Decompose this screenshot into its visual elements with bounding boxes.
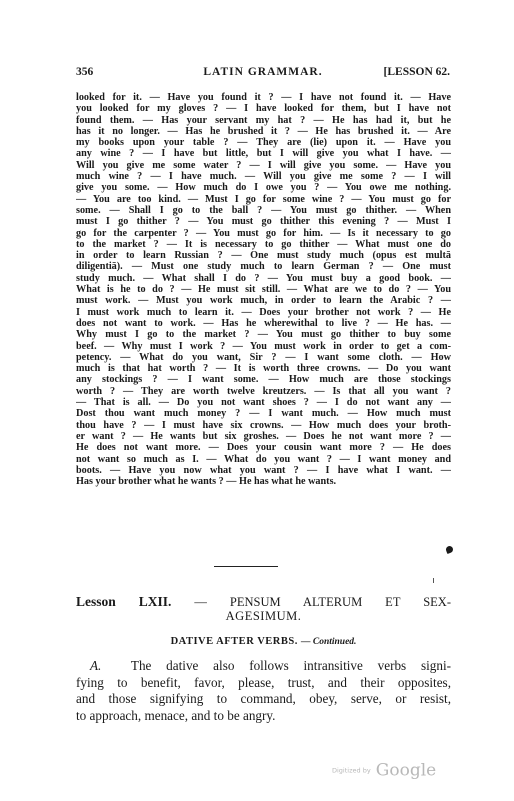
text-line: petency. — What do you want, Sir ? — I want some cloth. — How bbox=[76, 351, 451, 363]
digitized-watermark bbox=[332, 760, 436, 784]
text-line: Dost thou want much money ? — I want much. — How much must bbox=[76, 408, 451, 420]
text-line: What is he to do ? — He must sit still. — What are we to do ? — You bbox=[76, 284, 451, 296]
text-line: — That is all. — Do you not want shoes ? — I do not want any — bbox=[76, 397, 451, 409]
exercise-text bbox=[76, 92, 451, 487]
watermark-prefix: Digitized by bbox=[332, 766, 371, 775]
paragraph-line: fying to benefit, favor, please, trust, and their opposites, bbox=[76, 674, 451, 690]
watermark-brand: Google bbox=[375, 760, 437, 781]
section-subheading bbox=[76, 636, 451, 647]
text-line: my books upon your table ? — They are (lie) upon it. — Have you bbox=[76, 137, 451, 149]
text-line: you looked for my gloves ? — I have looked for them, but I have not bbox=[76, 103, 451, 115]
text-line: Has your brother what he wants ? — He has what he wants. bbox=[76, 476, 337, 488]
lesson-word: Lesson bbox=[76, 594, 116, 609]
text-line: must work. — Must you work much, in order to learn the Arabic ? — bbox=[76, 295, 451, 307]
page-number: 356 bbox=[76, 66, 94, 78]
text-line: boots. — Have you now what you want ? — I have what I want. — bbox=[76, 464, 451, 476]
text-line: not want so much as I. — What do you want ? — I want money and bbox=[76, 453, 451, 465]
grammar-paragraph bbox=[76, 658, 451, 724]
lesson-title-part-2: AGESIMUM. bbox=[225, 609, 302, 623]
text-line: Will you give me some water ? — I will give you some. — Have you bbox=[76, 159, 451, 171]
ink-tick bbox=[433, 578, 434, 583]
text-line: beef. — Why must I work ? — You must work in order to get a com- bbox=[76, 340, 451, 352]
section-divider bbox=[214, 566, 278, 567]
lesson-heading bbox=[76, 595, 451, 623]
text-line: er want ? — He wants but six groshes. — Does he not want more ? — bbox=[76, 430, 451, 442]
paragraph-line-text: The dative also follows intransitive verbs signi- bbox=[130, 658, 451, 673]
running-lesson: [LESSON 62. bbox=[383, 66, 450, 78]
text-line: any wine ? — I have but little, but I will give you what I have. — bbox=[76, 148, 451, 160]
text-line: much is that hat worth ? — It is worth three crowns. — Do you want bbox=[76, 363, 451, 375]
text-line: much wine ? — I have much. — Will you give me some ? — I will bbox=[76, 171, 451, 183]
text-line: must I go thither ? — You must go thither this evening ? — Must I bbox=[76, 216, 451, 228]
text-line: some. — Shall I go to the ball ? — You must go thither. — When bbox=[76, 204, 451, 216]
running-title: LATIN GRAMMAR. bbox=[203, 66, 323, 78]
lesson-title-part-1: — PENSUM ALTERUM ET SEX- bbox=[194, 595, 452, 609]
text-line: He does not want more. — Does your cousin want more ? — He does bbox=[76, 442, 451, 454]
text-line: has it no longer. — Has he brushed it ? — He has brushed it. — Are bbox=[76, 125, 451, 137]
paragraph-line bbox=[76, 658, 451, 675]
subheading-continued: — Continued. bbox=[300, 637, 357, 647]
text-line: any stockings ? — I want some. — How much are those stockings bbox=[76, 374, 451, 386]
text-line: — You are too kind. — Must I go for some wine ? — You must go for bbox=[76, 193, 451, 205]
paragraph-line: to approach, menace, and to be angry. bbox=[76, 707, 276, 723]
text-line: does not want to work. — Has he wherewithal to live ? — He has. — bbox=[76, 317, 451, 329]
text-line: I must work much to learn it. — Does your brother not work ? — He bbox=[76, 306, 451, 318]
text-line: looked for it. — Have you found it ? — I have not found it. — Have bbox=[76, 92, 451, 103]
ink-mark bbox=[445, 545, 454, 554]
text-line: go for the carpenter ? — You must go for him. — Is it necessary to go bbox=[76, 227, 451, 239]
text-line: worth ? — They are worth twelve kreutzers. — Is that all you want ? bbox=[76, 385, 451, 397]
text-line: diligentiā). — Must one study much to learn German ? — One must bbox=[76, 261, 451, 273]
lesson-number: LXII. bbox=[138, 594, 172, 609]
text-line: give you some. — How much do I owe you ? — You owe me nothing. bbox=[76, 182, 451, 194]
text-line: study much. — What shall I do ? — You must buy a good book. — bbox=[76, 272, 451, 284]
text-line: Why must I go to the market ? — You must go thither to buy some bbox=[76, 329, 451, 341]
lesson-heading-line-1 bbox=[76, 595, 451, 609]
text-line: in order to learn Russian ? — One must study much (opus est multā bbox=[76, 250, 451, 262]
paragraph-line: and those signifying to command, obey, serve, or resist, bbox=[76, 691, 451, 706]
subheading-main: DATIVE AFTER VERBS. bbox=[170, 636, 298, 647]
text-line: found them. — Has your servant my hat ? — He has had it, but he bbox=[76, 114, 451, 126]
text-line: thou have ? — I must have six crowns. — How much does your broth- bbox=[76, 419, 451, 431]
running-header bbox=[76, 66, 450, 80]
paragraph-letter: A. bbox=[90, 658, 102, 673]
text-line: to the market ? — It is necessary to go thither — What must one do bbox=[76, 238, 451, 250]
